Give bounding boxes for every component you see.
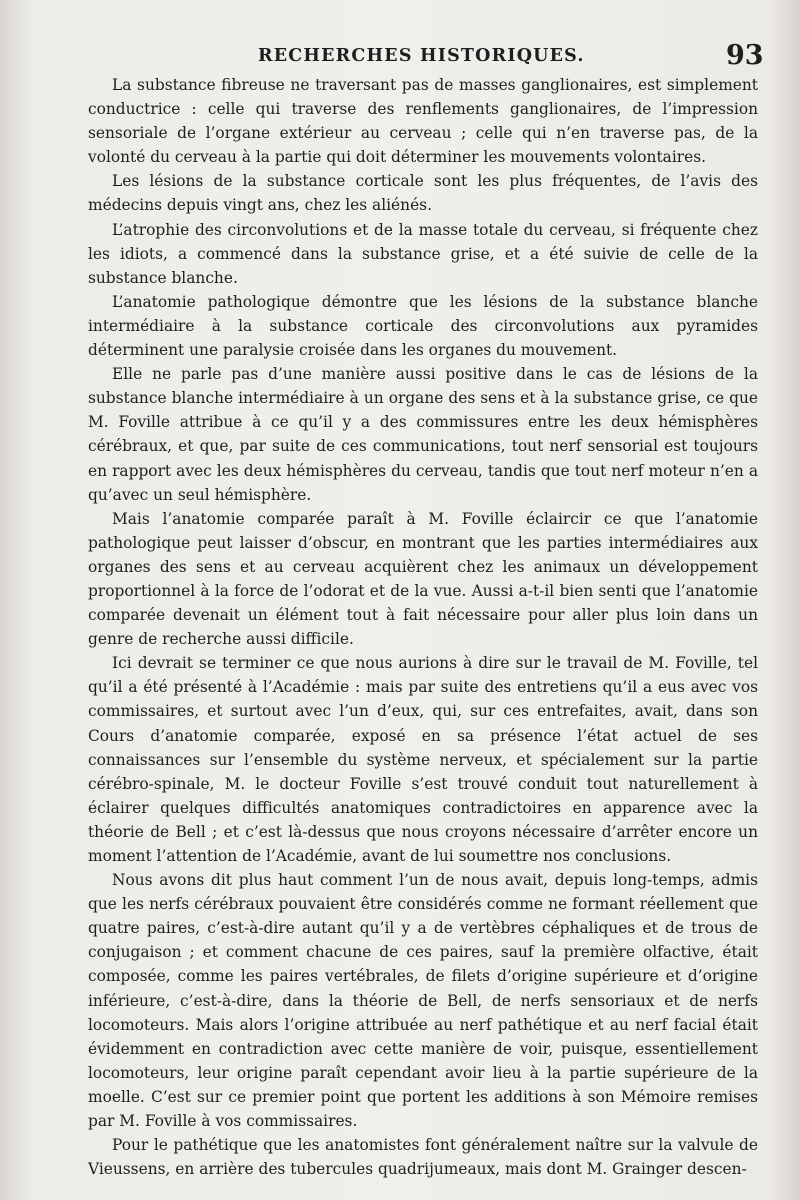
paragraph: Ici devrait se terminer ce que nous aurions à dire sur le travail de M. Foville, tel qu’il a été présenté à l’Académie : mais par suite des entretiens qu’il a eus avec vos commissaires, et surtout avec l’un d’eux, qui, sur ces entrefaites, avait, dans son Cours d’anatomie comparée, exposé en sa présence l’état actuel de ses connaissances sur l’ensemble du système nerveux, et spécialement sur la partie cérébro-spinale, M. le docteur Foville s’est trouvé conduit tout naturellement à éclairer quelques difficultés anatomiques contradictoires en apparence avec la théorie de Bell ; et c’est là-dessus que nous croyons nécessaire d’arrêter encore un moment l’attention de l’Académie, avant de lui soumettre nos conclusions. xyxy=(88,654,758,865)
paragraph: Mais l’anatomie comparée paraît à M. Foville éclaircir ce que l’anatomie pathologique peut laisser d’obscur, en montrant que les parties intermédiaires aux organes des sens et au cerveau acquièrent chez les animaux un développement proportionnel à la force de l’odorat et de la vue. Aussi a-t-il bien senti que l’anatomie comparée devenait un élément tout à fait nécessaire pour aller plus loin dans un genre de recherche aussi difficile. xyxy=(88,509,758,649)
paragraph: Elle ne parle pas d’une manière aussi positive dans le cas de lésions de la substance blanche intermédiaire à un organe des sens et à la substance grise, ce que M. Foville attribue à ce qu’il y a des commissures entre les deux hémisphères cérébraux, et que, par suite de ces communications, tout nerf sensorial est toujours en rapport avec les deux hémisphères du cerveau, tandis que tout nerf moteur n’en a qu’avec un seul hémisphère. xyxy=(88,365,758,504)
paragraph: L’anatomie pathologique démontre que les lésions de la substance blanche intermédiaire à la substance corticale des circonvolutions aux pyramides déterminent une paralysie croisée dans les organes du mouvement. xyxy=(88,292,758,360)
page-header xyxy=(0,40,800,74)
body-text xyxy=(88,73,758,1181)
paragraph: L’atrophie des circonvolutions et de la masse totale du cerveau, si fréquente chez les idiots, a commencé dans la substance grise, et a été suivie de celle de la substance blanche. xyxy=(88,220,758,287)
paragraph: Nous avons dit plus haut comment l’un de nous avait, depuis long-temps, admis que les nerfs cérébraux pouvaient être considérés comme ne formant réellement que quatre paires, c’est-à-dire autant qu’il y a de vertèbres céphaliques et de trous de conjugaison ; et comment chacune de ces paires, sauf la première olfactive, était composée, comme les paires vertébrales, de filets d’origine supérieure et d’origine inférieure, c’est-à-dire, dans la théorie de Bell, de nerfs sensoriaux et de nerfs locomoteurs. Mais alors l’origine attribuée au nerf pathétique et au nerf facial était évidemment en contradiction avec cette manière de voir, puisque, essentiellement locomoteurs, leur origine paraît cependant avoir lieu à la partie supérieure de la moelle. C’est sur ce premier point que portent les additions à son Mémoire remises par M. Foville à vos commissaires. xyxy=(88,871,758,1131)
paragraph: Pour le pathétique que les anatomistes font généralement naître sur la valvule de Vieussens, en arrière des tubercules quadrijumeaux, mais dont M. Grainger descen- xyxy=(88,1136,758,1179)
page-number: 93 xyxy=(726,40,764,71)
paragraph: La substance fibreuse ne traversant pas de masses ganglionaires, est simplement conductrice : celle qui traverse des renflements ganglionaires, de l’impression sensoriale de l’organe extérieur au cerveau ; celle qui n’en traverse pas, de la volonté du cerveau à la partie qui doit déterminer les mouvements volontaires. xyxy=(88,76,758,167)
paragraph: Les lésions de la substance corticale sont les plus fréquentes, de l’avis des médecins depuis vingt ans, chez les aliénés. xyxy=(88,172,758,215)
running-title: RECHERCHES HISTORIQUES. xyxy=(258,46,585,66)
